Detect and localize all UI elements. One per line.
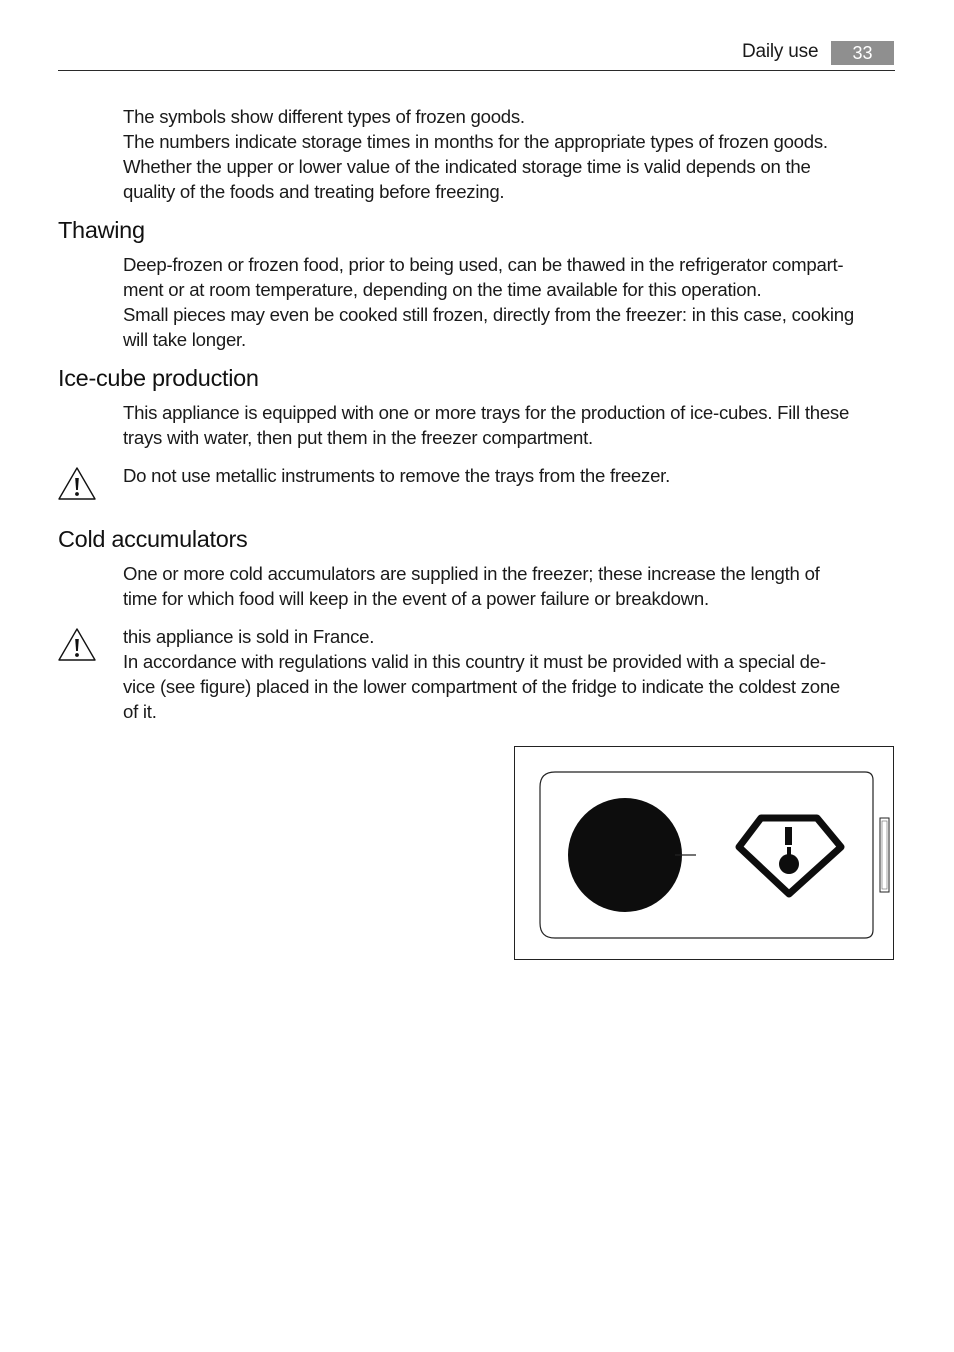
cold-accumulators-heading: Cold accumulators — [58, 526, 248, 552]
cold-accumulators-line: One or more cold accumulators are supplied in the freezer; these increase the length of — [123, 563, 820, 584]
intro-line: The symbols show different types of frozen goods. — [123, 106, 525, 127]
thawing-heading: Thawing — [58, 217, 145, 243]
thawing-line: ment or at room temperature, depending on the time available for this operation. — [123, 279, 762, 300]
running-header-section-title: Daily use — [742, 41, 819, 62]
cold-accumulators-line: time for which food will keep in the event of a power failure or breakdown. — [123, 588, 709, 609]
thawing-line: Deep-frozen or frozen food, prior to being used, can be thawed in the refrigerator compart- — [123, 254, 844, 275]
thawing-line: Small pieces may even be cooked still frozen, directly from the freezer: in this case, cooking — [123, 304, 854, 325]
ice-cube-warning-text — [123, 463, 898, 488]
cold-accumulators-warning-text — [123, 624, 898, 724]
warning-line: this appliance is sold in France. — [123, 626, 375, 647]
ice-cube-heading: Ice-cube production — [58, 365, 259, 391]
ice-cube-paragraph — [123, 400, 898, 450]
coldest-zone-indicator-figure — [514, 746, 894, 960]
warning-line: Do not use metallic instruments to remove the trays from the freezer. — [123, 465, 670, 486]
thermometer-diamond-icon — [739, 818, 841, 894]
intro-line: Whether the upper or lower value of the indicated storage time is valid depends on the — [123, 156, 811, 177]
device-side-slot-inner — [882, 821, 887, 889]
filled-circle-indicator-icon — [568, 798, 682, 912]
thawing-paragraph — [123, 252, 898, 352]
warning-line: of it. — [123, 701, 157, 722]
intro-line: The numbers indicate storage times in months for the appropriate types of frozen goods. — [123, 131, 828, 152]
warning-triangle-icon — [57, 627, 97, 663]
ice-cube-line: trays with water, then put them in the freezer compartment. — [123, 427, 593, 448]
thawing-line: will take longer. — [123, 329, 246, 350]
page-number-badge: 33 — [831, 41, 894, 65]
cold-accumulators-paragraph — [123, 561, 898, 611]
indicator-device-illustration — [515, 747, 893, 959]
ice-cube-line: This appliance is equipped with one or more trays for the production of ice-cubes. Fill these — [123, 402, 850, 423]
intro-line: quality of the foods and treating before freezing. — [123, 181, 505, 202]
intro-paragraph — [123, 104, 898, 204]
device-side-slot — [880, 818, 889, 892]
warning-triangle-icon — [57, 466, 97, 502]
warning-line: In accordance with regulations valid in this country it must be provided with a special de- — [123, 651, 826, 672]
warning-line: vice (see figure) placed in the lower compartment of the fridge to indicate the coldest zone — [123, 676, 841, 697]
header-divider — [58, 70, 895, 71]
